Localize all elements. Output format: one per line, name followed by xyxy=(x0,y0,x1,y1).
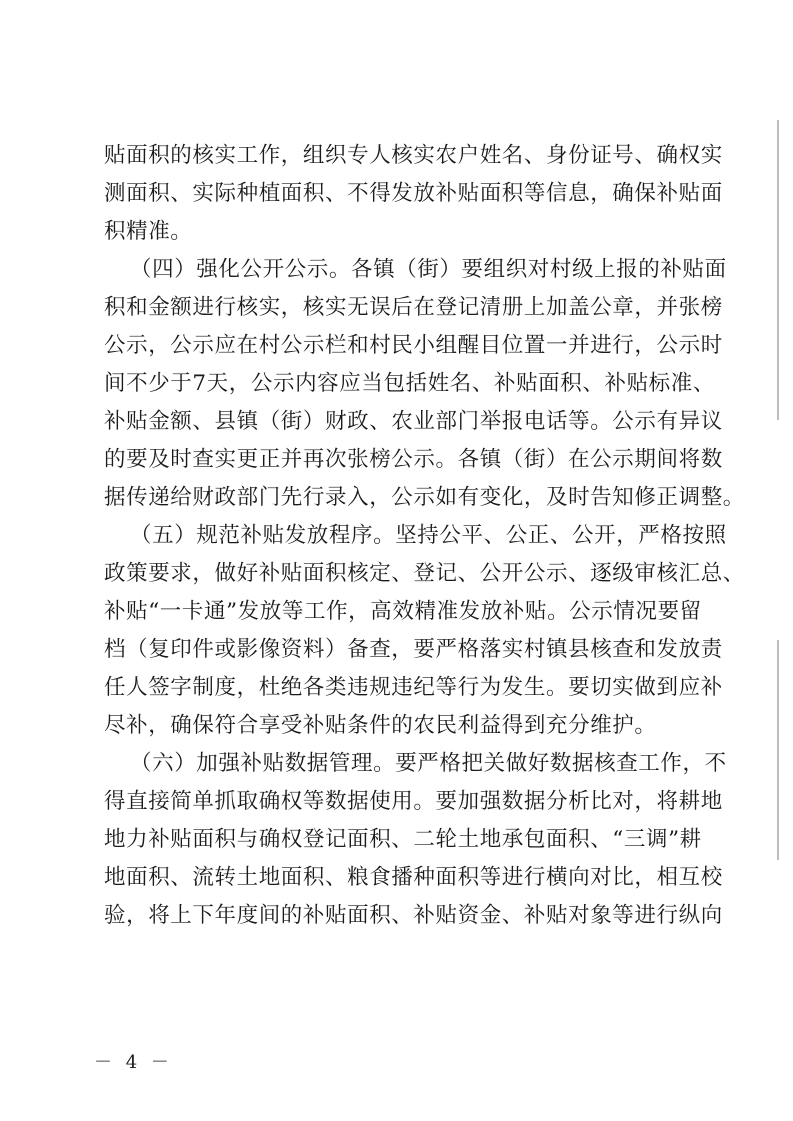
text-line: 积精准。 xyxy=(104,219,193,244)
text-line: 贴面积的核实工作，组织专人核实农户姓名、身份证号、确权实 xyxy=(104,143,723,168)
scan-edge-mark xyxy=(777,640,779,860)
text-line: 补贴“一卡通”发放等工作，高效精准发放补贴。公示情况要留 xyxy=(104,599,702,624)
paragraph-4-start: （四）强化公开公示。各镇（街）要组织对村级上报的补贴面 xyxy=(130,257,727,282)
paragraph-5-start: （五）规范补贴发放程序。坚持公平、公正、公开，严格按照 xyxy=(130,523,727,548)
text-line: 测面积、实际种植面积、不得发放补贴面积等信息，确保补贴面 xyxy=(104,181,723,206)
page-number: － 4 － xyxy=(94,1052,173,1073)
text-line: 间不少于7天，公示内容应当包括姓名、补贴面积、补贴标准、 xyxy=(104,371,715,396)
scan-edge-mark xyxy=(777,120,779,420)
text-line: 地面积、流转土地面积、粮食播种面积等进行横向对比，相互校 xyxy=(104,865,723,890)
text-line: 档（复印件或影像资料）备查，要严格落实村镇县核查和发放责 xyxy=(104,637,723,662)
text-line: 据传递给财政部门先行录入，公示如有变化，及时告知修正调整。 xyxy=(104,485,745,510)
text-line: 补贴金额、县镇（街）财政、农业部门举报电话等。公示有异议 xyxy=(104,409,723,434)
text-line: 地力补贴面积与确权登记面积、二轮土地承包面积、“三调”耕 xyxy=(104,827,702,852)
text-line: 任人签字制度，杜绝各类违规违纪等行为发生。要切实做到应补 xyxy=(104,675,723,700)
text-line: 的要及时查实更正并再次张榜公示。各镇（街）在公示期间将数 xyxy=(104,447,723,472)
paragraph-6-start: （六）加强补贴数据管理。要严格把关做好数据核查工作，不 xyxy=(130,751,727,776)
text-line: 尽补，确保符合享受补贴条件的农民利益得到充分维护。 xyxy=(104,713,657,738)
text-line: 得直接简单抓取确权等数据使用。要加强数据分析比对，将耕地 xyxy=(104,789,723,814)
text-line: 积和金额进行核实，核实无误后在登记清册上加盖公章，并张榜 xyxy=(104,295,723,320)
text-line: 政策要求，做好补贴面积核定、登记、公开公示、逐级审核汇总、 xyxy=(104,561,745,586)
text-line: 验，将上下年度间的补贴面积、补贴资金、补贴对象等进行纵向 xyxy=(104,903,723,928)
text-line: 公示，公示应在村公示栏和村民小组醒目位置一并进行，公示时 xyxy=(104,333,723,358)
